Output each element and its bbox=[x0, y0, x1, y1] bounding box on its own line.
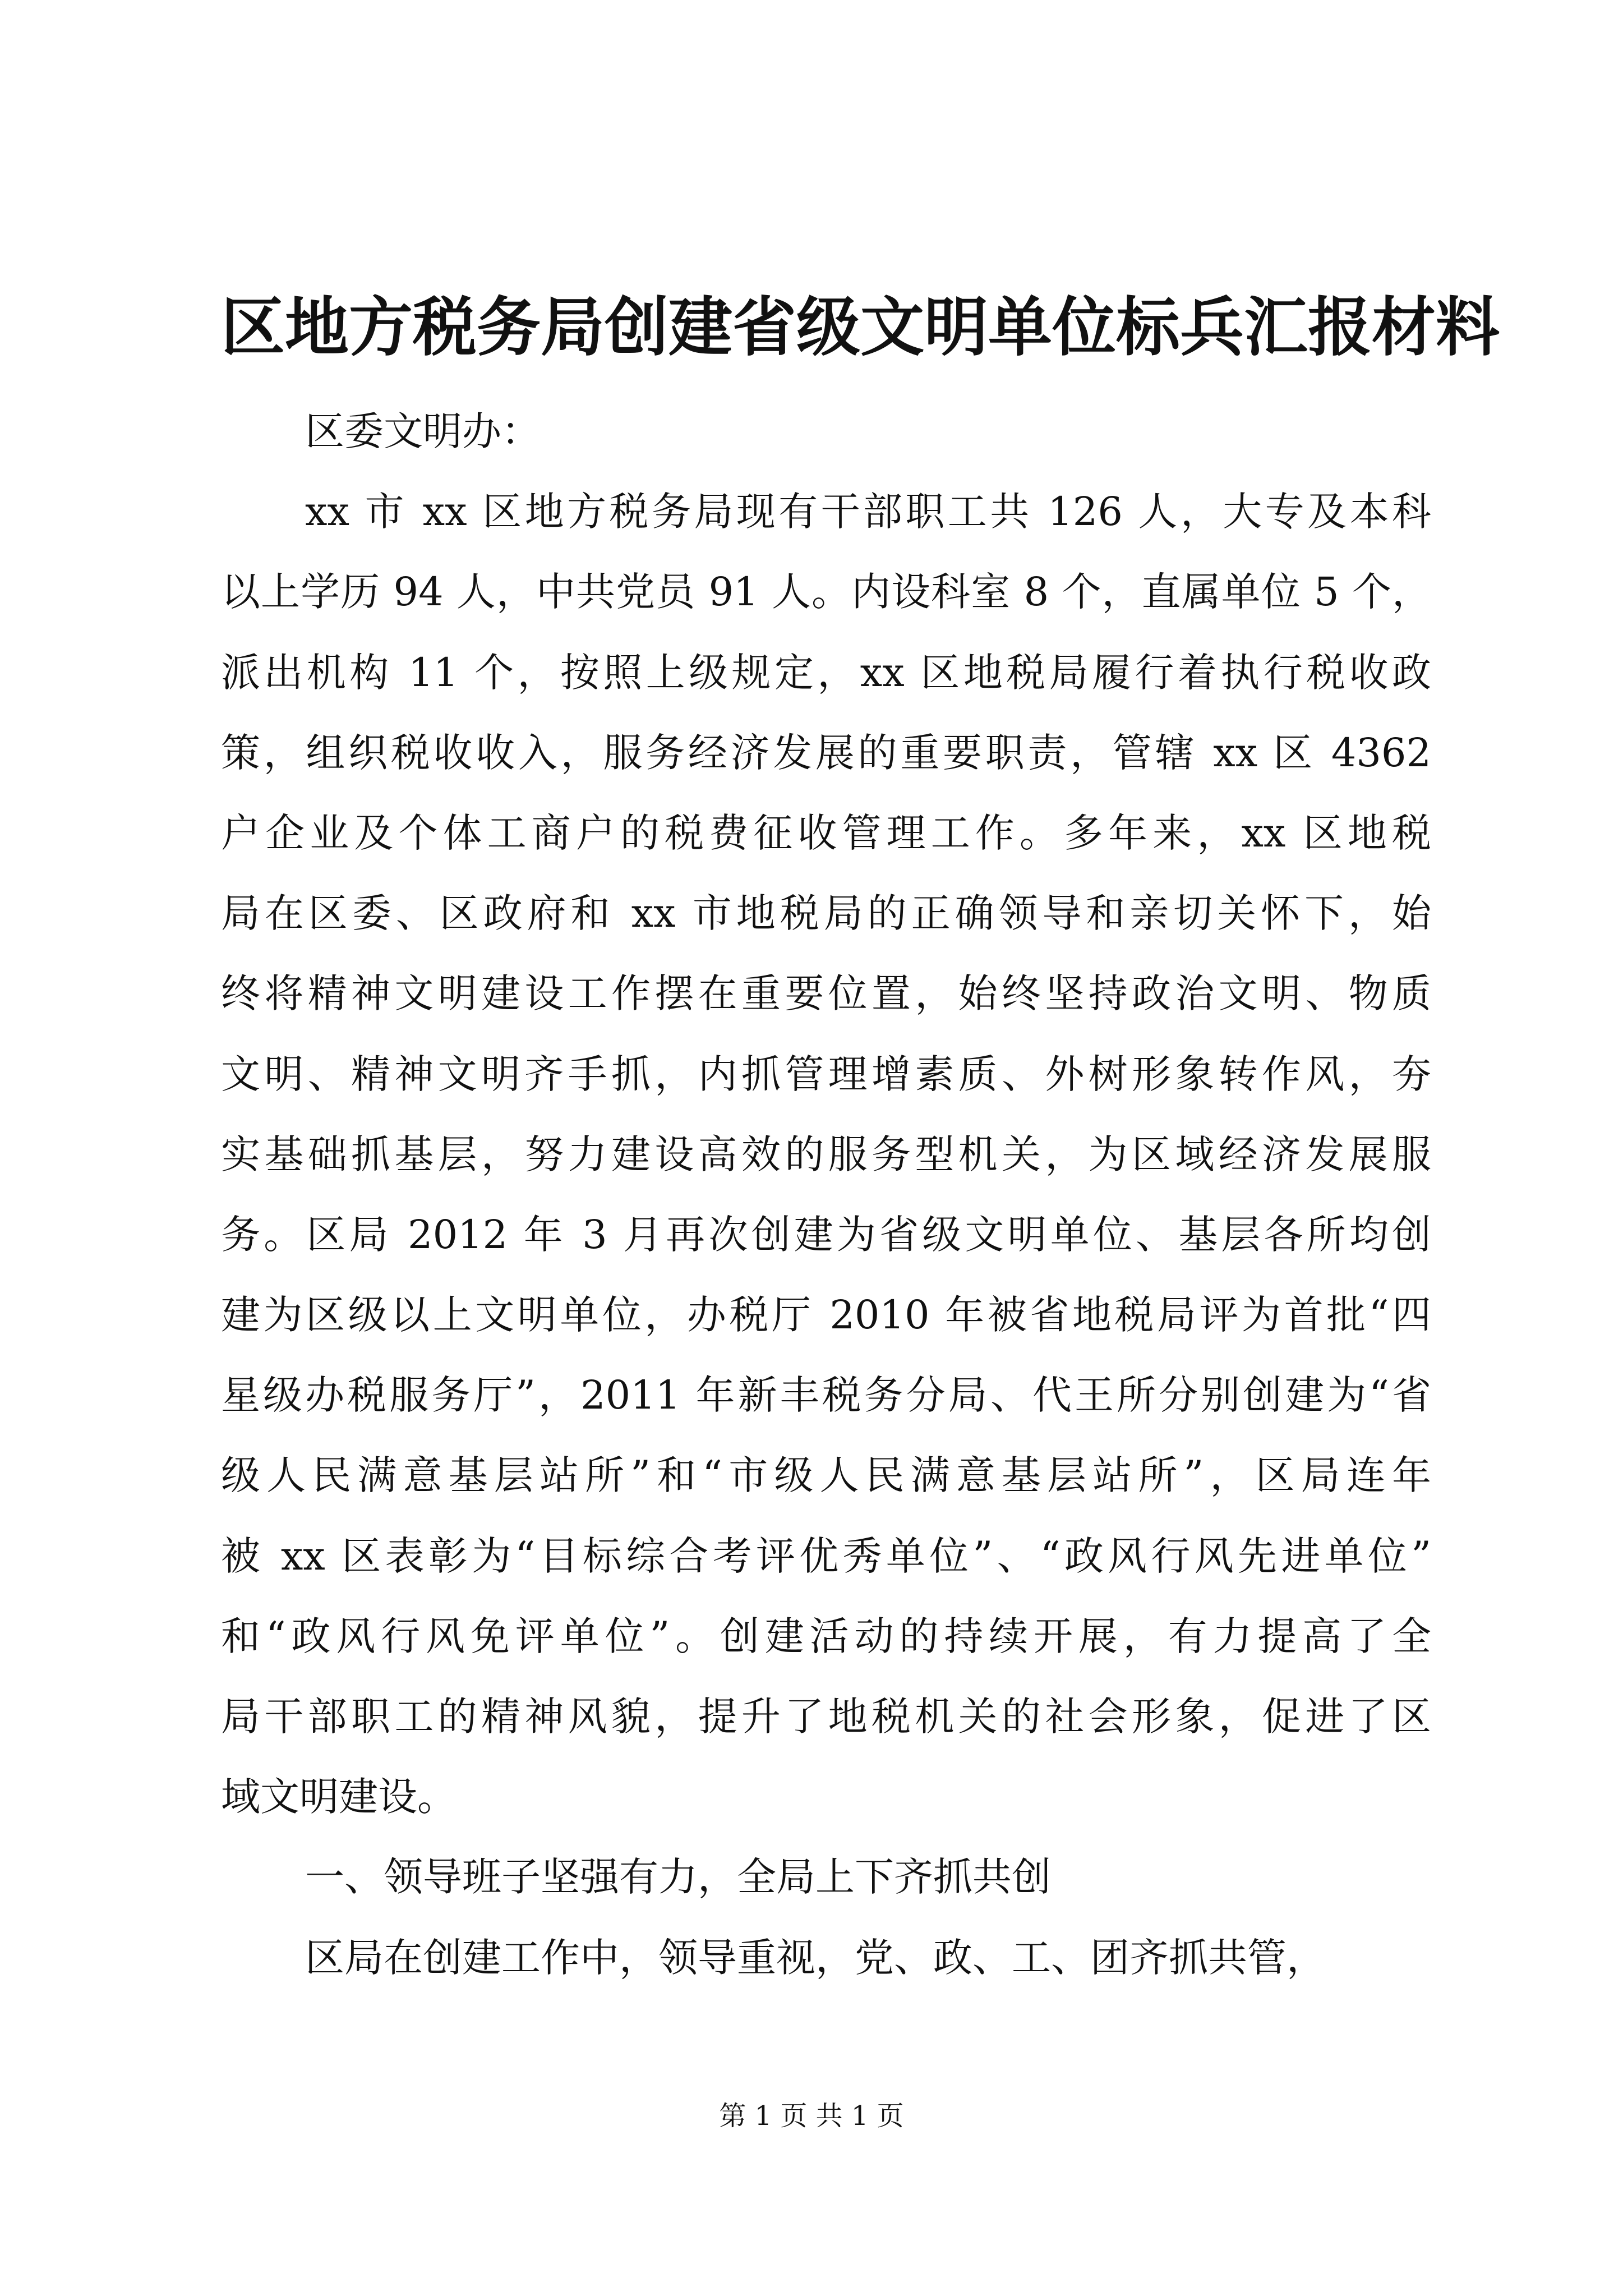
text-line: 局在区委、区政府和 xx 市地税局的正确领导和亲切关怀下，始 bbox=[221, 890, 1431, 937]
text-line: 以上学历 94 人，中共党员 91 人。内设科室 8 个，直属单位 5 个， bbox=[221, 569, 1431, 615]
text-line: 终将精神文明建设工作摆在重要位置，始终坚持政治文明、物质 bbox=[221, 970, 1431, 1017]
text-line: 局干部职工的精神风貌，提升了地税机关的社会形象，促进了区 bbox=[221, 1694, 1431, 1740]
paragraph-intro bbox=[221, 472, 1431, 1837]
section-heading: 一、领导班子坚强有力，全局上下齐抓共创 bbox=[305, 1854, 1051, 1901]
text-line: 区局在创建工作中，领导重视，党、政、工、团齐抓共管， bbox=[305, 1934, 1326, 1981]
text-line: 域文明建设。 bbox=[221, 1774, 457, 1820]
text-line: 务。区局 2012 年 3 月再次创建为省级文明单位、基层各所均创 bbox=[221, 1211, 1431, 1258]
page-footer: 第 1 页 共 1 页 bbox=[719, 2100, 904, 2132]
text-line: 策，组织税收收入，服务经济发展的重要职责，管辖 xx 区 4362 bbox=[221, 729, 1431, 776]
text-line: 级人民满意基层站所”和“市级人民满意基层站所”，区局连年 bbox=[221, 1452, 1431, 1499]
text-line: xx 市 xx 区地方税务局现有干部职工共 126 人，大专及本科 bbox=[305, 489, 1431, 535]
text-line: 建为区级以上文明单位，办税厅 2010 年被省地税局评为首批“四 bbox=[221, 1292, 1431, 1338]
text-line: 和“政风行风免评单位”。创建活动的持续开展，有力提高了全 bbox=[221, 1613, 1431, 1659]
salutation: 区委文明办： bbox=[305, 408, 541, 454]
text-line: 派出机构 11 个，按照上级规定，xx 区地税局履行着执行税收政 bbox=[221, 649, 1431, 696]
text-line: 实基础抓基层，努力建设高效的服务型机关，为区域经济发展服 bbox=[221, 1131, 1431, 1177]
paragraph-section1 bbox=[221, 1918, 1431, 1998]
text-line: 户企业及个体工商户的税费征收管理工作。多年来，xx 区地税 bbox=[221, 809, 1431, 856]
text-line: 被 xx 区表彰为“目标综合考评优秀单位”、“政风行风先进单位” bbox=[221, 1533, 1431, 1579]
document-body bbox=[221, 392, 1431, 1998]
document-title: 区地方税务局创建省级文明单位标兵汇报材料 bbox=[221, 289, 1500, 365]
text-line: 星级办税服务厅”，2011 年新丰税务分局、代王所分别创建为“省 bbox=[221, 1372, 1431, 1419]
text-line: 文明、精神文明齐手抓，内抓管理增素质、外树形象转作风，夯 bbox=[221, 1051, 1431, 1097]
